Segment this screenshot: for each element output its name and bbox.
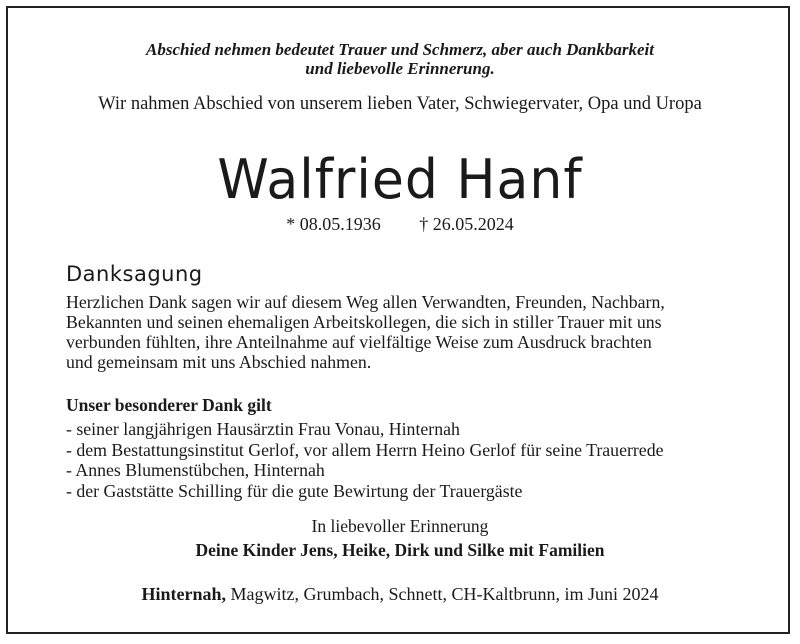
- motto-line-1: Abschied nehmen bedeutet Trauer und Schmerz, aber auch Dankbarkeit: [146, 40, 654, 59]
- family-signature: Deine Kinder Jens, Heike, Dirk und Silke mit Familien: [195, 540, 605, 560]
- intro-text: Wir nahmen Abschied von unserem lieben Vater, Schwiegervater, Opa und Uropa: [98, 94, 702, 114]
- paragraph-line: verbunden fühlten, ihre Anteilnahme auf vielfältige Weise zum Ausdruck brachten: [66, 332, 652, 352]
- closing-memory: In liebevoller Erinnerung: [311, 516, 489, 536]
- section-title: Danksagung: [66, 262, 203, 286]
- place-date: [8, 584, 792, 605]
- birth-date: * 08.05.1936: [286, 214, 381, 234]
- deceased-name: Walfried Hanf: [217, 148, 583, 212]
- paragraph-line: Herzlichen Dank sagen wir auf diesem Weg allen Verwandten, Freunden, Nachbarn,: [66, 292, 665, 312]
- motto-line-2: und liebevolle Erinnerung.: [305, 59, 495, 78]
- place-main: Hinternah,: [141, 584, 227, 604]
- motto: [8, 40, 792, 78]
- special-thanks-list: [66, 419, 766, 501]
- obituary-card: [6, 6, 790, 634]
- death-date: † 26.05.2024: [419, 214, 514, 234]
- paragraph-line: und gemeinsam mit uns Abschied nahmen.: [66, 352, 372, 372]
- list-item: - seiner langjährigen Hausärztin Frau Vonau, Hinternah: [66, 419, 460, 439]
- life-dates: [8, 214, 792, 235]
- list-item: - Annes Blumenstübchen, Hinternah: [66, 460, 325, 480]
- special-thanks-title: Unser besonderer Dank gilt: [66, 395, 272, 415]
- place-rest: Magwitz, Grumbach, Schnett, CH-Kaltbrunn, im Juni 2024: [226, 584, 659, 604]
- paragraph-line: Bekannten und seinen ehemaligen Arbeitskollegen, die sich in stiller Trauer mit uns: [66, 312, 662, 332]
- thanks-paragraph: [66, 292, 746, 372]
- list-item: - dem Bestattungsinstitut Gerlof, vor allem Herrn Heino Gerlof für seine Trauerrede: [66, 439, 664, 460]
- list-item: - der Gaststätte Schilling für die gute Bewirtung der Trauergäste: [66, 480, 523, 501]
